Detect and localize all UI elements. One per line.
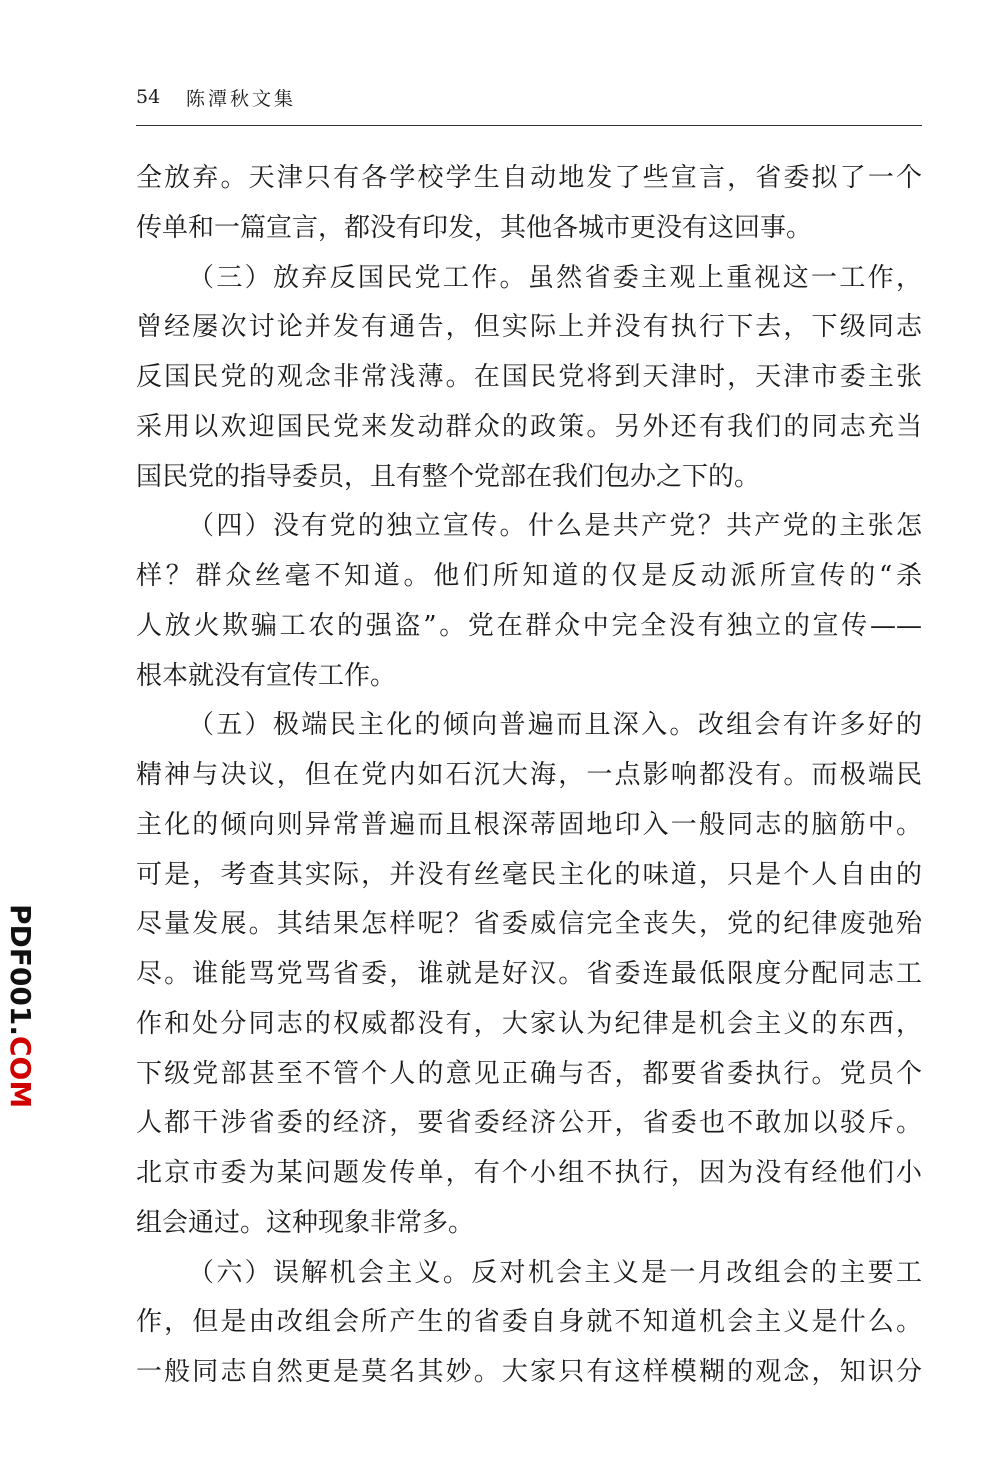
text-line: 作和处分同志的权威都没有，大家认为纪律是机会主义的东西， [136,1008,922,1039]
book-title: 陈潭秋文集 [186,88,297,110]
text-line: 可是，考查其实际，并没有丝毫民主化的味道，只是个人自由的 [136,859,922,890]
text-line: （五）极端民主化的倾向普遍而且深入。改组会有许多好的 [188,710,922,741]
header-rule [136,125,922,126]
text-line: 尽量发展。其结果怎样呢？省委威信完全丧失，党的纪律废弛殆 [136,909,922,940]
text-line: 反国民党的观念非常浅薄。在国民党将到天津时，天津市委主张 [136,362,922,392]
text-line: 采用以欢迎国民党来发动群众的政策。另外还有我们的同志充当 [136,411,922,442]
text-line: 主化的倾向则异常普遍而且根深蒂固地印入一般同志的脑筋中。 [136,809,922,840]
page-number: 54 [136,86,161,108]
text-line: 全放弃。天津只有各学校学生自动地发了些宣言，省委拟了一个 [136,163,922,193]
body-text [136,154,922,1398]
text-line: （六）误解机会主义。反对机会主义是一月改组会的主要工 [188,1257,922,1288]
text-line: 曾经屡次讨论并发有通告，但实际上并没有执行下去，下级同志 [136,312,922,343]
text-line: 精神与决议，但在党内如石沉大海，一点影响都没有。而极端民 [136,760,922,790]
text-line: 北京市委为某问题发传单，有个小组不执行，因为没有经他们小 [136,1158,922,1188]
text-line: （三）放弃反国民党工作。虽然省委主观上重视这一工作， [188,262,922,293]
text-line: 一般同志自然更是莫名其妙。大家只有这样模糊的观念，知识分 [136,1357,922,1387]
text-line: 根本就没有宣传工作。 [136,660,397,691]
text-line: 人都干涉省委的经济，要省委经济公开，省委也不敢加以驳斥。 [136,1108,922,1139]
text-line: 作，但是由改组会所产生的省委自身就不知道机会主义是什么。 [136,1307,922,1338]
text-line: 样？群众丝毫不知道。他们所知道的仅是反动派所宣传的“杀 [136,561,922,591]
text-line: 国民党的指导委员，且有整个党部在我们包办之下的。 [136,461,761,492]
page-header [136,82,922,112]
text-line: （四）没有党的独立宣传。什么是共产党？共产党的主张怎 [188,511,922,542]
text-line: 人放火欺骗工农的强盗”。党在群众中完全没有独立的宣传—— [136,610,922,641]
watermark-part2: COM [4,1035,37,1109]
watermark [4,904,37,1109]
text-line: 下级党部甚至不管个人的意见正确与否，都要省委执行。党员个 [136,1058,922,1089]
watermark-part1: PDF001. [4,904,37,1036]
text-line: 组会通过。这种现象非常多。 [136,1207,475,1238]
text-line: 尽。谁能骂党骂省委，谁就是好汉。省委连最低限度分配同志工 [136,959,922,989]
text-line: 传单和一篇宣言，都没有印发，其他各城市更没有这回事。 [136,212,813,243]
